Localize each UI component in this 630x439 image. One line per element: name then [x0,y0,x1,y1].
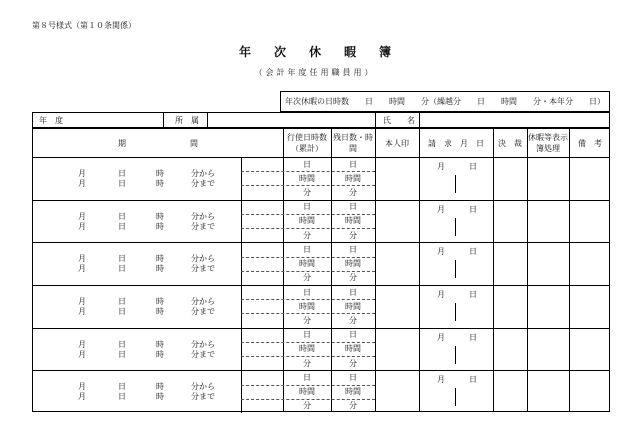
remaining-unit-cell: 時間 [345,301,361,311]
department-label: 所 属 [175,115,199,125]
request-day-field: 日 [469,162,477,171]
period-from-field: 月 [78,169,86,178]
info-row [32,112,610,128]
used-days-header: 行使日時数（累計） [287,133,327,153]
period-from-field: 時 [156,211,164,221]
used-unit-cell: 日 [303,202,311,212]
request-month-field: 月 [437,332,445,342]
request-month-field: 月 [437,162,445,171]
remaining-unit-cell: 日 [349,159,357,169]
remaining-unit-cell: 日 [349,330,357,340]
period-to-field: 時 [156,179,164,188]
period-from-field: 分から [191,169,215,178]
stamp-header: 本人印 [385,138,409,148]
remaining-unit-cell: 分 [349,316,357,326]
annual-leave-days-box [280,91,610,112]
leave-entry-row [33,328,609,371]
remaining-unit-cell: 時間 [345,259,361,269]
leave-table [32,128,610,412]
period-to-field: 日 [118,264,126,274]
document-title: 年次休暇簿 [238,45,414,59]
request-day-field: 日 [469,247,477,257]
request-day-field: 日 [469,332,477,342]
period-from-field: 分から [191,382,215,392]
used-unit-cell: 日 [303,287,311,297]
period-to-field: 時 [156,264,164,274]
period-to-field: 月 [78,221,86,231]
remaining-unit-cell: 日 [349,287,357,297]
remaining-unit-cell: 分 [349,273,357,283]
period-to-field: 分まで [191,306,215,316]
remaining-unit-cell: 時間 [345,173,361,183]
period-from-field: 月 [78,296,86,306]
used-unit-cell: 時間 [299,216,315,226]
used-unit-cell: 分 [303,273,311,283]
period-to-field: 時 [156,349,164,359]
remaining-days-header: 残日数・時間 [333,133,373,153]
period-from-field: 月 [78,254,86,264]
remaining-unit-cell: 日 [349,202,357,212]
period-to-field: 分まで [191,264,215,274]
request-day-field: 日 [469,289,477,299]
period-to-field: 月 [78,306,86,316]
period-to-field: 月 [78,392,86,402]
period-from-field: 分から [191,254,215,264]
leave-entry-row [33,285,609,328]
period-to-field: 分まで [191,179,215,188]
leave-entry-row [33,370,609,413]
used-unit-cell: 日 [303,372,311,382]
used-unit-cell: 分 [303,230,311,240]
used-unit-cell: 日 [303,244,311,254]
remarks-header: 備 考 [578,138,602,148]
approval-header: 決 裁 [498,138,522,148]
request-month-field: 月 [437,289,445,299]
period-from-field: 日 [118,211,126,221]
period-from-field: 分から [191,339,215,349]
period-from-field: 月 [78,382,86,392]
remaining-unit-cell: 時間 [345,216,361,226]
fiscal-year-label: 年 度 [39,115,63,125]
remaining-unit-cell: 日 [349,372,357,382]
leave-entry-row [33,157,609,200]
used-unit-cell: 分 [303,316,311,326]
period-from-field: 分から [191,211,215,221]
remaining-unit-cell: 分 [349,401,357,411]
request-day-field: 日 [469,204,477,214]
used-unit-cell: 日 [303,159,311,169]
period-from-field: 日 [118,382,126,392]
period-to-field: 日 [118,349,126,359]
request-month-field: 月 [437,247,445,257]
period-to-field: 時 [156,306,164,316]
form-number: 第８号様式（第１０条関係） [32,21,136,30]
leave-note-header: 休暇等表示簿処理 [528,133,568,153]
period-from-field: 時 [156,339,164,349]
period-to-field: 月 [78,264,86,274]
period-from-field: 日 [118,169,126,178]
remaining-unit-cell: 分 [349,188,357,198]
period-from-field: 日 [118,339,126,349]
used-unit-cell: 日 [303,330,311,340]
period-from-field: 月 [78,339,86,349]
period-from-field: 時 [156,254,164,264]
request-date-header: 請 求 月 日 [428,138,484,148]
period-to-field: 分まで [191,349,215,359]
period-from-field: 月 [78,211,86,221]
remaining-unit-cell: 分 [349,230,357,240]
period-to-field: 時 [156,221,164,231]
annual-leave-days-text: 年次休暇の日時数 日 時間 分（繰越分 日 時間 分・本年分 日） [285,97,605,106]
period-to-field: 月 [78,179,86,188]
period-from-field: 分から [191,296,215,306]
remaining-unit-cell: 日 [349,244,357,254]
period-from-field: 日 [118,296,126,306]
period-from-field: 時 [156,169,164,178]
used-unit-cell: 分 [303,188,311,198]
name-label: 氏 名 [383,115,415,125]
period-from-field: 時 [156,296,164,306]
period-header: 期 間 [118,138,198,148]
used-unit-cell: 分 [303,358,311,368]
period-to-field: 日 [118,179,126,188]
period-to-field: 日 [118,221,126,231]
period-from-field: 時 [156,382,164,392]
leave-entry-row [33,242,609,285]
request-day-field: 日 [469,375,477,385]
leave-entry-row [33,200,609,243]
remaining-unit-cell: 時間 [345,387,361,397]
used-unit-cell: 時間 [299,387,315,397]
used-unit-cell: 時間 [299,301,315,311]
remaining-unit-cell: 分 [349,358,357,368]
period-to-field: 分まで [191,221,215,231]
request-month-field: 月 [437,204,445,214]
remaining-unit-cell: 時間 [345,344,361,354]
document-subtitle: （会計年度任用職員用） [254,68,376,77]
period-to-field: 日 [118,392,126,402]
used-unit-cell: 分 [303,401,311,411]
used-unit-cell: 時間 [299,344,315,354]
period-from-field: 日 [118,254,126,264]
period-to-field: 月 [78,349,86,359]
period-to-field: 時 [156,392,164,402]
period-to-field: 分まで [191,392,215,402]
request-month-field: 月 [437,375,445,385]
used-unit-cell: 時間 [299,173,315,183]
used-unit-cell: 時間 [299,259,315,269]
period-to-field: 日 [118,306,126,316]
